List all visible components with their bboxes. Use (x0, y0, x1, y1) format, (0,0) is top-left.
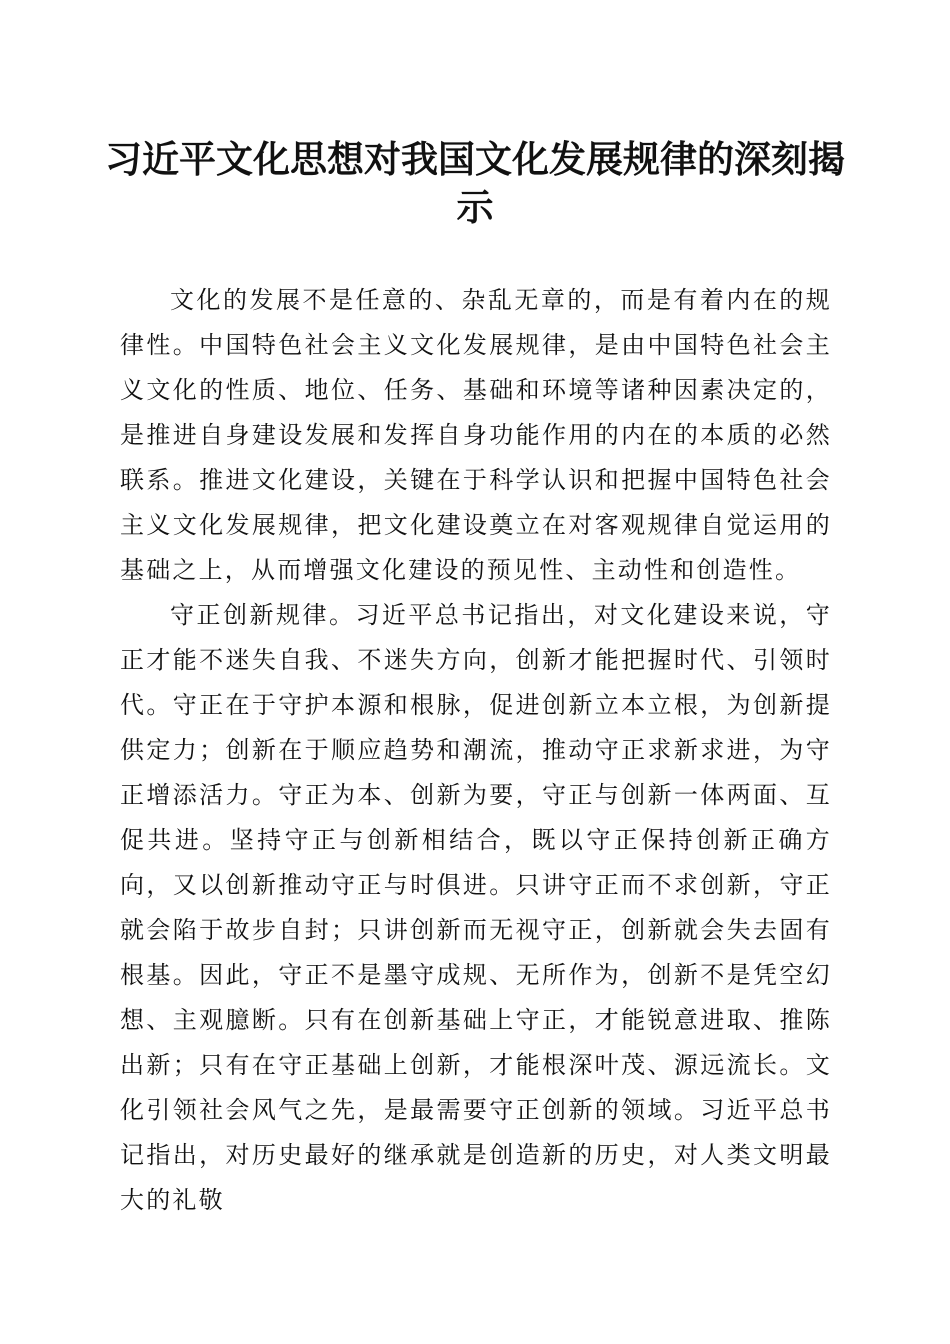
paragraph-intro: 文化的发展不是任意的、杂乱无章的，而是有着内在的规律性。中国特色社会主义文化发展规律，是由中国特色社会主义文化的性质、地位、任务、基础和环境等诸种因素决定的，是推进自身建设发展和发挥自身功能作用的内在的本质的必然联系。推进文化建设，关键在于科学认识和把握中国特色社会主义文化发展规律，把文化建设奠立在对客观规律自觉运用的基础之上，从而增强文化建设的预见性、主动性和创造性。 (120, 286, 832, 584)
document-body (120, 278, 832, 1223)
paragraph-shouzheng-chuangxin: 守正创新规律。习近平总书记指出，对文化建设来说，守正才能不迷失自我、不迷失方向，创新才能把握时代、引领时代。守正在于守护本源和根脉，促进创新立本立根，为创新提供定力；创新在于顺应趋势和潮流，推动守正求新求进，为守正增添活力。守正为本、创新为要，守正与创新一体两面、互促共进。坚持守正与创新相结合，既以守正保持创新正确方向，又以创新推动守正与时俱进。只讲守正而不求创新，守正就会陷于故步自封；只讲创新而无视守正，创新就会失去固有根基。因此，守正不是墨守成规、无所作为，创新不是凭空幻想、主观臆断。只有在创新基础上守正，才能锐意进取、推陈出新；只有在守正基础上创新，才能根深叶茂、源远流长。文化引领社会风气之先，是最需要守正创新的领域。习近平总书记指出，对历史最好的继承就是创造新的历史，对人类文明最大的礼敬 (120, 601, 832, 1214)
document-title: 习近平文化思想对我国文化发展规律的深刻揭示 (105, 137, 845, 229)
